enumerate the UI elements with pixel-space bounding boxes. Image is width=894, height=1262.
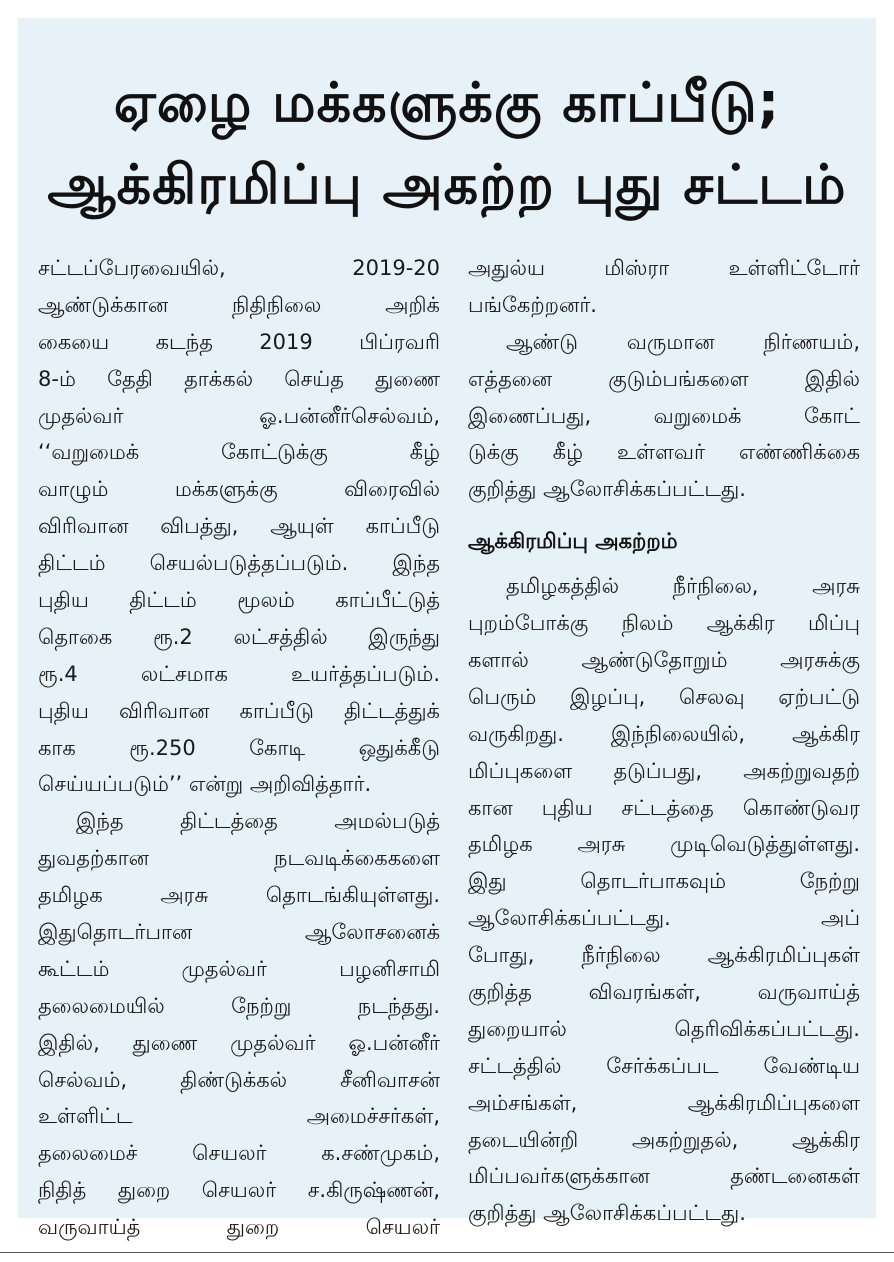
text-line: இதுதொடர்பான ஆலோசனைக் <box>38 920 440 945</box>
text-line: அம்சங்கள், ஆக்கிரமிப்புகளை <box>468 1090 860 1115</box>
text-line: இணைப்பது, வறுமைக் கோட் <box>468 403 860 428</box>
text-line: மிப்பவர்களுக்கான தண்டனைகள் <box>468 1164 860 1189</box>
text-line: ஆலோசிக்கப்பட்டது. அப் <box>468 906 860 931</box>
text-line: கூட்டம் முதல்வர் பழனிசாமி <box>38 956 440 981</box>
text-line: தலைமையில் நேற்று நடந்தது. <box>38 993 440 1018</box>
text-line: விரிவான விபத்து, ஆயுள் காப்பீடு <box>38 514 440 539</box>
text-line: குறித்து ஆலோசிக்கப்பட்டது. <box>468 477 746 502</box>
text-line: இதில், துணை முதல்வர் ஓ.பன்னீர் <box>38 1030 440 1055</box>
text-line: சட்டப்பேரவையில், 2019-20 <box>38 256 440 280</box>
text-line: இந்த திட்டத்தை அமல்படுத் <box>76 809 440 834</box>
text-line: தடையின்றி அகற்றுதல், ஆக்கிர <box>468 1127 860 1152</box>
text-line: ஆண்டுக்கான நிதிநிலை அறிக் <box>38 292 440 317</box>
news-clipping <box>18 18 876 1240</box>
text-line: 8-ம் தேதி தாக்கல் செய்த துணை <box>38 366 440 391</box>
text-line: உள்ளிட்ட அமைச்சர்கள், <box>38 1104 440 1129</box>
text-line: கையை கடந்த 2019 பிப்ரவரி <box>38 329 440 354</box>
text-line: வாழும் மக்களுக்கு விரைவில் <box>38 477 440 502</box>
text-line: போது, நீர்நிலை ஆக்கிரமிப்புகள் <box>468 943 860 968</box>
headline-line-1: ஏழை மக்களுக்கு காப்பீடு; <box>113 71 781 134</box>
text-line: பங்கேற்றனர். <box>468 292 597 317</box>
text-line: வருகிறது. இந்நிலையில், ஆக்கிர <box>468 721 860 746</box>
text-line: வருவாய்த் துறை செயலர் <box>38 1215 440 1240</box>
text-line: ஆண்டு வருமான நிர்ணயம், <box>506 329 860 354</box>
section-subheading: ஆக்கிரமிப்பு அகற்றம் <box>468 529 678 554</box>
text-line: எத்தனை குடும்பங்களை இதில் <box>468 366 860 391</box>
headline-line-2: ஆக்கிரமிப்பு அகற்ற புது சட்டம் <box>47 153 847 216</box>
text-line: நிதித் துறை செயலர் ச.கிருஷ்ணன், <box>38 1178 440 1203</box>
text-line: செல்வம், திண்டுக்கல் சீனிவாசன் <box>38 1067 440 1092</box>
text-line: தலைமைச் செயலர் க.சண்முகம், <box>38 1141 440 1166</box>
text-line: செய்யப்படும்’’ என்று அறிவித்தார். <box>38 772 372 797</box>
text-line: இது தொடர்பாகவும் நேற்று <box>468 869 860 894</box>
text-line: பெரும் இழப்பு, செலவு ஏற்பட்டு <box>468 684 860 709</box>
text-line: துவதற்கான நடவடிக்கைகளை <box>38 846 440 871</box>
text-line: களால் ஆண்டுதோறும் அரசுக்கு <box>468 648 860 673</box>
text-line: தொகை ரூ.2 லட்சத்தில் இருந்து <box>38 624 440 649</box>
text-line: மிப்புகளை தடுப்பது, அகற்றுவதற் <box>468 758 860 783</box>
text-line: கான புதிய சட்டத்தை கொண்டுவர <box>468 795 860 820</box>
headline <box>18 62 876 226</box>
text-line: ரூ.4 லட்சமாக உயர்த்தப்படும். <box>38 661 440 686</box>
text-line: காக ரூ.250 கோடி ஒதுக்கீடு <box>38 735 440 760</box>
text-line: டுக்கு கீழ் உள்ளவர் எண்ணிக்கை <box>468 440 860 465</box>
text-line: தமிழக அரசு தொடங்கியுள்ளது. <box>38 883 440 908</box>
text-line: துறையால் தெரிவிக்கப்பட்டது. <box>468 1016 860 1041</box>
text-line: தமிழக அரசு முடிவெடுத்துள்ளது. <box>468 832 860 857</box>
text-line: தமிழகத்தில் நீர்நிலை, அரசு <box>506 574 860 599</box>
page-divider <box>0 1252 894 1253</box>
text-line: புறம்போக்கு நிலம் ஆக்கிர மிப்பு <box>468 611 860 636</box>
text-line: புதிய திட்டம் மூலம் காப்பீட்டுத் <box>38 588 440 613</box>
article-column-right <box>468 250 860 1232</box>
text-line: முதல்வர் ஓ.பன்னீர்செல்வம், <box>38 403 440 428</box>
text-line: திட்டம் செயல்படுத்தப்படும். இந்த <box>38 551 440 576</box>
text-line: புதிய விரிவான காப்பீடு திட்டத்துக் <box>38 698 440 723</box>
article-column-left <box>38 250 440 1246</box>
text-line: குறித்த விவரங்கள், வருவாய்த் <box>468 980 860 1005</box>
text-line: சட்டத்தில் சேர்க்கப்பட வேண்டிய <box>468 1053 860 1078</box>
text-line: ‘‘வறுமைக் கோட்டுக்கு கீழ் <box>38 440 440 465</box>
text-line: குறித்து ஆலோசிக்கப்பட்டது. <box>468 1201 746 1226</box>
text-line: அதுல்ய மிஸ்ரா உள்ளிட்டோர் <box>468 256 860 280</box>
